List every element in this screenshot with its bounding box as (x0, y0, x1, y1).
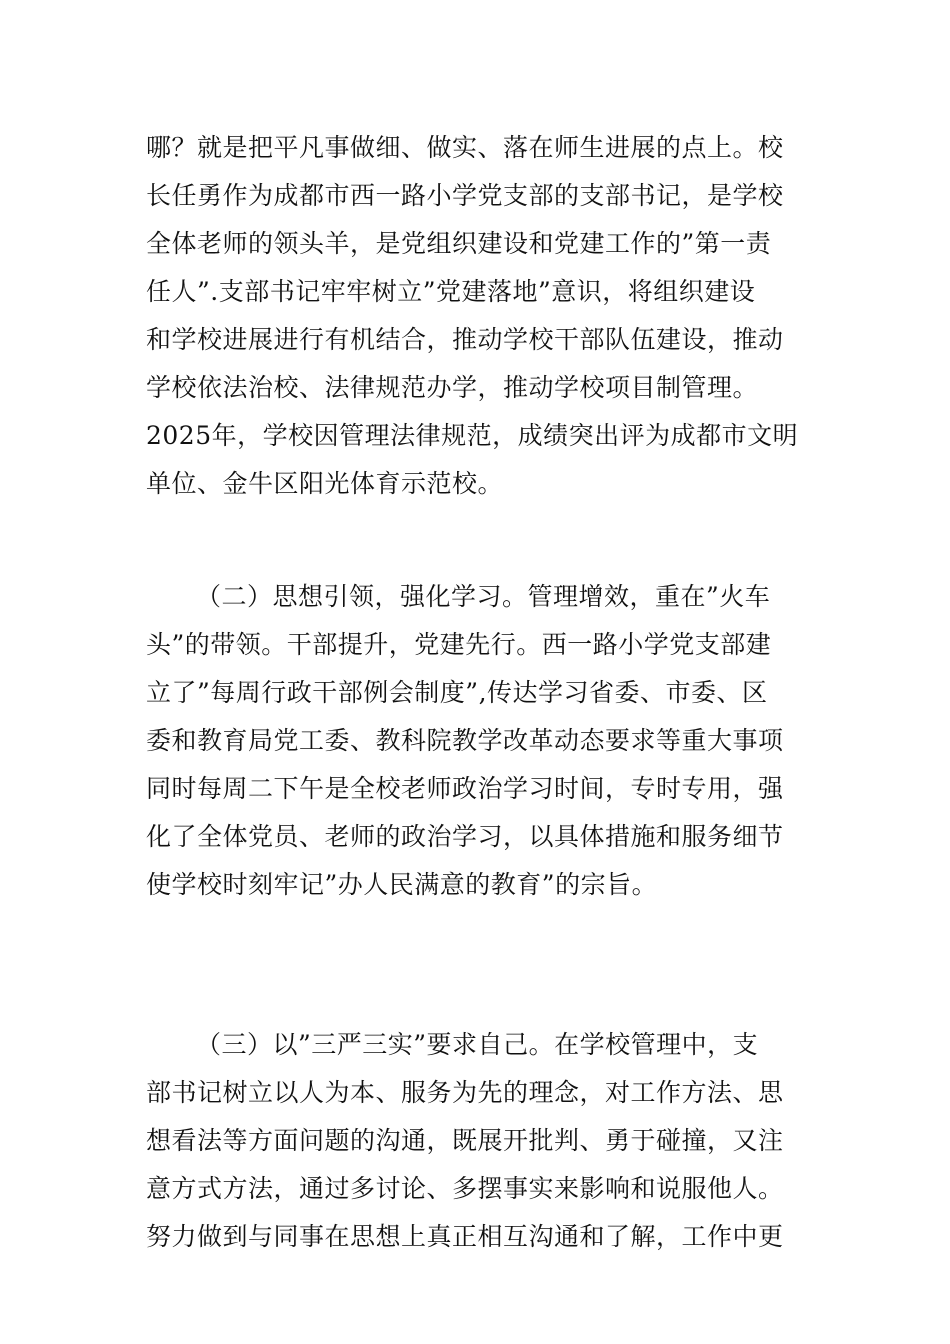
paragraph-line: 头”的带领。干部提升，党建先行。西一路小学党支部建 (146, 630, 772, 659)
paragraph-line: 努力做到与同事在思想上真正相互沟通和了解，工作中更 (146, 1222, 784, 1251)
paragraph-line: 想看法等方面问题的沟通，既展开批判、勇于碰撞，又注 (146, 1126, 784, 1155)
paragraph-line: 单位、金牛区阳光体育示范校。 (146, 469, 504, 498)
paragraph-line: 委和教育局党工委、教科院教学改革动态要求等重大事项 (146, 726, 784, 755)
paragraph-line: （三）以”三严三实”要求自己。在学校管理中，支 (196, 1030, 759, 1059)
paragraph-line: 和学校进展进行有机结合，推动学校干部队伍建设，推动 (146, 325, 784, 354)
paragraph-line: 全体老师的领头羊，是党组织建设和党建工作的”第一责 (146, 229, 772, 258)
paragraph-line: 使学校时刻牢记”办人民满意的教育”的宗旨。 (146, 870, 658, 899)
paragraph-line: 同时每周二下午是全校老师政治学习时间，专时专用，强 (146, 774, 784, 803)
paragraph-line: （二）思想引领，强化学习。管理增效，重在”火车 (196, 582, 771, 611)
paragraph-line: 2025年，学校因管理法律规范，成绩突出评为成都市文明 (146, 421, 799, 450)
paragraph-line: 哪？就是把平凡事做细、做实、落在师生进展的点上。校 (146, 133, 784, 162)
paragraph-line: 意方式方法，通过多讨论、多摆事实来影响和说服他人。 (146, 1174, 784, 1203)
paragraph-line: 立了”每周行政干部例会制度”,传达学习省委、市委、区 (146, 678, 768, 707)
paragraph-line: 化了全体党员、老师的政治学习，以具体措施和服务细节 (146, 822, 784, 851)
paragraph-line: 部书记树立以人为本、服务为先的理念，对工作方法、思 (146, 1078, 784, 1107)
paragraph-line: 长任勇作为成都市西一路小学党支部的支部书记，是学校 (146, 181, 784, 210)
paragraph-line: 任人”.支部书记牢牢树立”党建落地”意识，将组织建设 (146, 277, 756, 306)
paragraph-line: 学校依法治校、法律规范办学，推动学校项目制管理。 (146, 373, 759, 402)
